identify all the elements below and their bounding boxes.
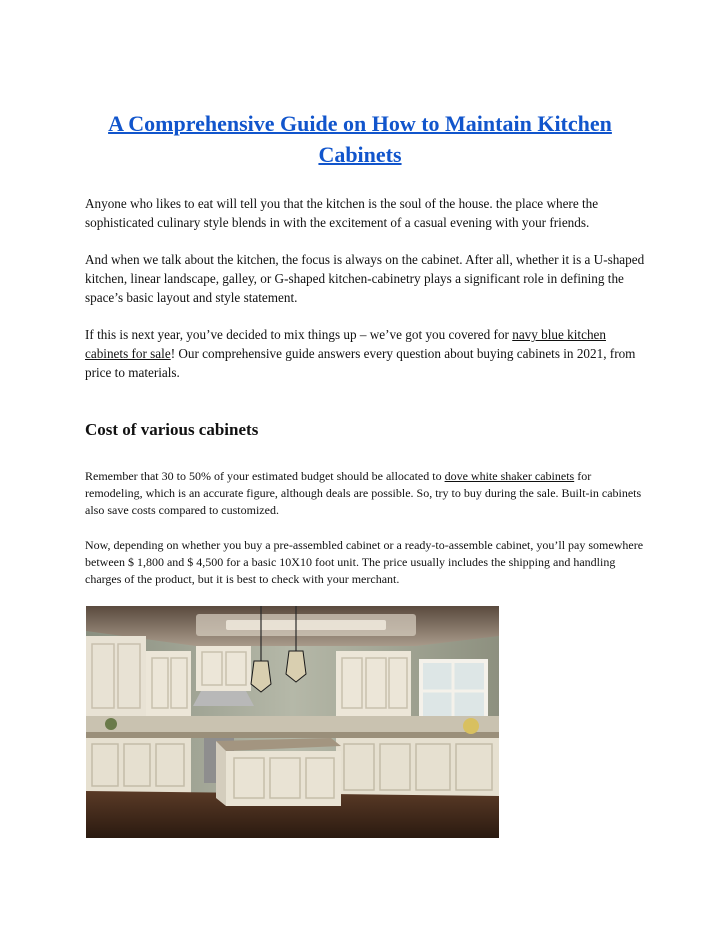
cost-paragraph-2: Now, depending on whether you buy a pre-assembled cabinet or a ready-to-assemble cabinet, you’ll pay somewhere between $ 1,800 and $ 4,500 for a basic 10X10 foot unit. The price usually includes the shipping and handling charges of the product, but it is best to check with your merchant. xyxy=(85,538,644,586)
navy-blue-cabinets-link[interactable]: navy blue kitchen cabinets for sale xyxy=(85,327,606,361)
cost-paragraph-1-text-a: Remember that 30 to 50% of your estimated budget should be allocated to xyxy=(85,469,445,483)
dove-white-shaker-link[interactable]: dove white shaker cabinets xyxy=(444,469,575,483)
title-link[interactable]: A Comprehensive Guide on How to Maintain Kitchen Cabinets xyxy=(108,111,612,167)
intro-paragraph-2: And when we talk about the kitchen, the focus is always on the cabinet. After all, whether it is a U-shaped kitchen, linear landscape, galley, or G-shaped kitchen-cabinetry plays a significant role in defining the space’s basic layout and style statement. xyxy=(85,252,645,305)
section-heading: Cost of various cabinets xyxy=(85,420,259,439)
intro-paragraph-3 xyxy=(85,325,645,382)
page-title xyxy=(70,108,650,170)
cost-paragraph-1-text-b: for remodeling, which is an accurate figure, although deals are possible. So, try to buy during the sale. Built-in cabinets also save costs compared to customized. xyxy=(85,469,642,517)
cost-paragraph-1 xyxy=(85,468,645,519)
intro-paragraph-1: Anyone who likes to eat will tell you that the kitchen is the soul of the house. the place where the sophisticated culinary style blends in with the excitement of a casual evening with your friends. xyxy=(85,196,599,230)
intro-paragraph-3-text-b: ! Our comprehensive guide answers every question about buying cabinets in 2021, from price to materials. xyxy=(85,346,636,380)
kitchen-photo xyxy=(86,606,499,838)
intro-paragraph-3-text-a: If this is next year, you’ve decided to mix things up – we’ve got you covered for xyxy=(85,327,513,342)
